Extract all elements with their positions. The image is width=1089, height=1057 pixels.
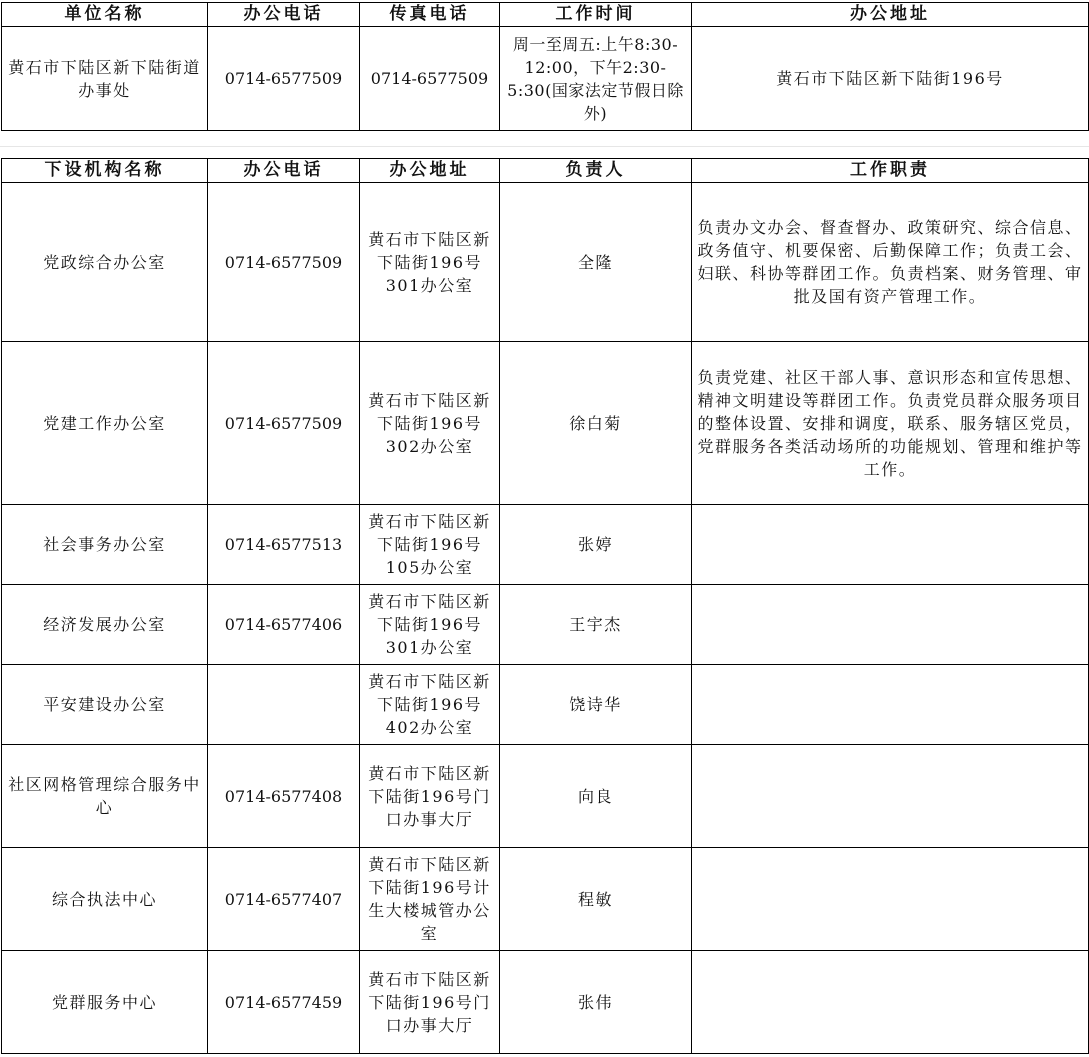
dept-name: 党建工作办公室: [2, 342, 208, 505]
dept-duty: [692, 585, 1089, 665]
header-work-hours: 工作时间: [500, 3, 692, 27]
unit-table-header: [2, 3, 1089, 27]
dept-duty: [692, 951, 1089, 1054]
dept-name: 党政综合办公室: [2, 183, 208, 342]
header-dept-head: 负责人: [500, 159, 692, 183]
dept-name: 平安建设办公室: [2, 665, 208, 745]
dept-phone: 0714-6577513: [208, 505, 360, 585]
dept-phone: 0714-6577459: [208, 951, 360, 1054]
header-fax: 传真电话: [360, 3, 500, 27]
dept-address: 黄石市下陆区新下陆街196号105办公室: [360, 505, 500, 585]
header-unit-name: 单位名称: [2, 3, 208, 27]
dept-head: 饶诗华: [500, 665, 692, 745]
header-dept-duty: 工作职责: [692, 159, 1089, 183]
dept-address: 黄石市下陆区新下陆街196号301办公室: [360, 183, 500, 342]
table-row: [2, 848, 1089, 951]
table-row: [2, 342, 1089, 505]
dept-duty: [692, 745, 1089, 848]
dept-duty: 负责办文办会、督查督办、政策研究、综合信息、政务值守、机要保密、后勤保障工作；负责工会、妇联、科协等群团工作。负责档案、财务管理、审批及国有资产管理工作。: [692, 183, 1089, 342]
dept-phone: 0714-6577408: [208, 745, 360, 848]
dept-phone: 0714-6577406: [208, 585, 360, 665]
dept-name: 社会事务办公室: [2, 505, 208, 585]
dept-address: 黄石市下陆区新下陆街196号门口办事大厅: [360, 745, 500, 848]
dept-address: 黄石市下陆区新下陆街196号计生大楼城管办公室: [360, 848, 500, 951]
unit-fax: 0714-6577509: [360, 27, 500, 131]
section-divider: [0, 146, 1089, 147]
dept-name: 综合执法中心: [2, 848, 208, 951]
dept-duty: [692, 665, 1089, 745]
header-dept-name: 下设机构名称: [2, 159, 208, 183]
dept-name: 经济发展办公室: [2, 585, 208, 665]
dept-phone: [208, 665, 360, 745]
dept-address: 黄石市下陆区新下陆街196号402办公室: [360, 665, 500, 745]
dept-name: 社区网格管理综合服务中心: [2, 745, 208, 848]
header-office-phone: 办公电话: [208, 3, 360, 27]
dept-address: 黄石市下陆区新下陆街196号门口办事大厅: [360, 951, 500, 1054]
header-dept-address: 办公地址: [360, 159, 500, 183]
dept-head: 王宇杰: [500, 585, 692, 665]
table-row: [2, 505, 1089, 585]
dept-head: 张伟: [500, 951, 692, 1054]
dept-head: 张婷: [500, 505, 692, 585]
table-row: [2, 951, 1089, 1054]
dept-table-header: [2, 159, 1089, 183]
dept-address: 黄石市下陆区新下陆街196号302办公室: [360, 342, 500, 505]
dept-phone: 0714-6577509: [208, 183, 360, 342]
dept-duty: [692, 505, 1089, 585]
table-row: [2, 745, 1089, 848]
dept-head: 程敏: [500, 848, 692, 951]
dept-head: 向良: [500, 745, 692, 848]
table-row: [2, 183, 1089, 342]
dept-phone: 0714-6577407: [208, 848, 360, 951]
unit-address: 黄石市下陆区新下陆街196号: [692, 27, 1089, 131]
department-table: [1, 158, 1089, 1054]
header-office-address: 办公地址: [692, 3, 1089, 27]
unit-phone: 0714-6577509: [208, 27, 360, 131]
dept-address: 黄石市下陆区新下陆街196号301办公室: [360, 585, 500, 665]
dept-duty: 负责党建、社区干部人事、意识形态和宣传思想、精神文明建设等群团工作。负责党员群众服务项目的整体设置、安排和调度，联系、服务辖区党员，党群服务各类活动场所的功能规划、管理和维护等工作。: [692, 342, 1089, 505]
unit-hours: 周一至周五:上午8:30-12:00，下午2:30-5:30(国家法定节假日除外): [500, 27, 692, 131]
dept-name: 党群服务中心: [2, 951, 208, 1054]
dept-phone: 0714-6577509: [208, 342, 360, 505]
table-row: [2, 665, 1089, 745]
table-row: [2, 27, 1089, 131]
dept-head: 全隆: [500, 183, 692, 342]
table-row: [2, 585, 1089, 665]
header-dept-phone: 办公电话: [208, 159, 360, 183]
unit-name: 黄石市下陆区新下陆街道办事处: [2, 27, 208, 131]
dept-duty: [692, 848, 1089, 951]
dept-head: 徐白菊: [500, 342, 692, 505]
unit-info-table: [1, 2, 1089, 131]
